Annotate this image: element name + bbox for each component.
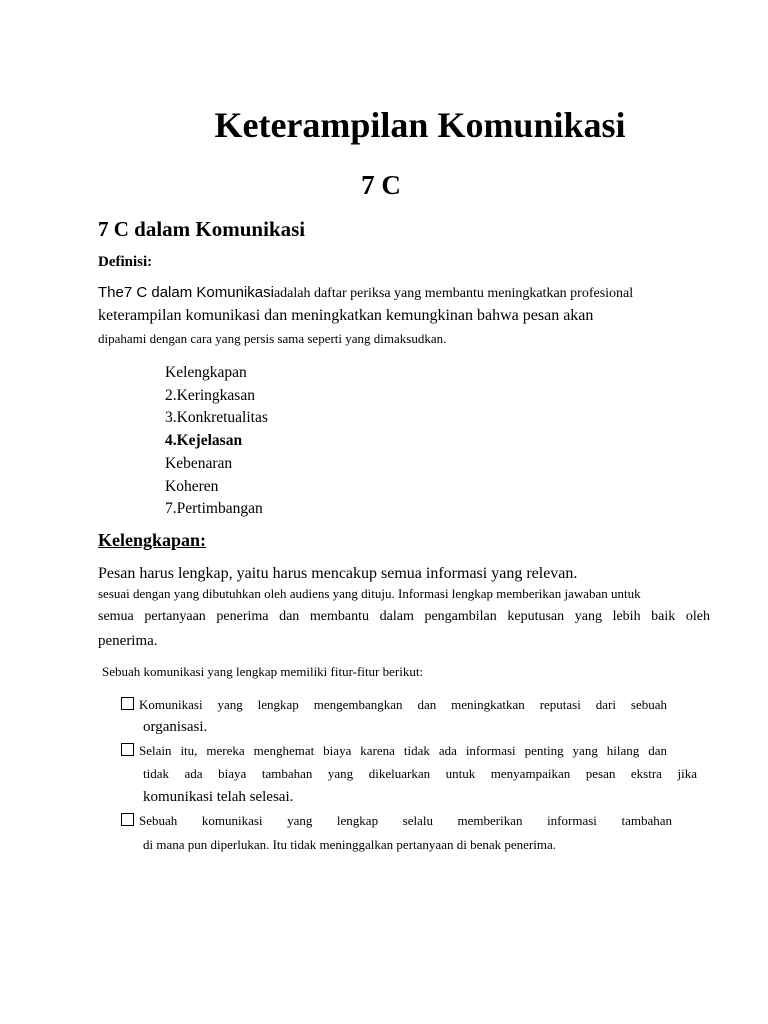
completeness-line-1: Pesan harus lengkap, yaitu harus mencakup semua informasi yang relevan. <box>98 565 578 582</box>
checkbox-bullet-icon <box>121 697 134 710</box>
definition-line-2: keterampilan komunikasi dan meningkatkan kemungkinan bahwa pesan akan <box>98 307 594 324</box>
list-item: 2.Keringkasan <box>165 386 255 404</box>
definition-line-3: dipahami dengan cara yang persis sama seperti yang dimaksudkan. <box>98 331 447 346</box>
checkbox-bullet-icon <box>121 813 134 826</box>
features-intro: Sebuah komunikasi yang lengkap memiliki fitur-fitur berikut: <box>102 664 424 679</box>
completeness-line-3: semua pertanyaan penerima dan membantu dalam pengambilan keputusan yang lebih baik oleh <box>98 609 710 624</box>
completeness-line-4: penerima. <box>98 633 158 649</box>
definition-label: Definisi: <box>98 254 153 270</box>
definition-line-1 <box>98 284 633 302</box>
bullet-2-line-2: tidak ada biaya tambahan yang dikeluarkan untuk menyampaikan pesan ekstra jika <box>143 766 697 781</box>
bullet-2-line-3: komunikasi telah selesai. <box>143 789 294 805</box>
bullet-2-line-1 <box>121 743 667 759</box>
list-item: Kelengkapan <box>165 364 247 381</box>
bullet-3-line-1 <box>121 813 672 829</box>
list-item: Koheren <box>165 477 219 495</box>
bullet-text: Sebuah komunikasi yang lengkap selalu memberikan informasi tambahan <box>139 813 672 828</box>
bullet-3-line-2: di mana pun diperlukan. Itu tidak meninggalkan pertanyaan di benak penerima. <box>143 837 556 852</box>
bullet-1-line-2: organisasi. <box>143 719 208 735</box>
document-title: Keterampilan Komunikasi <box>214 105 626 145</box>
section-heading: 7 C dalam Komunikasi <box>98 217 306 241</box>
completeness-heading: Kelengkapan: <box>98 530 207 550</box>
seven-c-list <box>165 362 268 521</box>
bullet-text: Komunikasi yang lengkap mengembangkan dan meningkatkan reputasi dari sebuah <box>139 697 667 712</box>
document-subtitle: 7 C <box>361 170 401 200</box>
list-item: 4.Kejelasan <box>165 432 243 450</box>
list-item: 7.Pertimbangan <box>165 500 263 518</box>
bullet-1-line-1 <box>121 697 667 713</box>
list-item: Kebenaran <box>165 454 233 472</box>
definition-rest: adalah daftar periksa yang membantu meningkatkan profesional <box>273 286 634 301</box>
completeness-line-2: sesuai dengan yang dibutuhkan oleh audiens yang dituju. Informasi lengkap memberikan jawaban untuk <box>98 586 641 601</box>
definition-term: 7 C dalam Komunikasi <box>123 284 274 301</box>
checkbox-bullet-icon <box>121 743 134 756</box>
definition-prefix: The <box>98 284 124 301</box>
bullet-text: Selain itu, mereka menghemat biaya karena tidak ada informasi penting yang hilang dan <box>139 743 667 758</box>
list-item: 3.Konkretualitas <box>165 409 268 427</box>
